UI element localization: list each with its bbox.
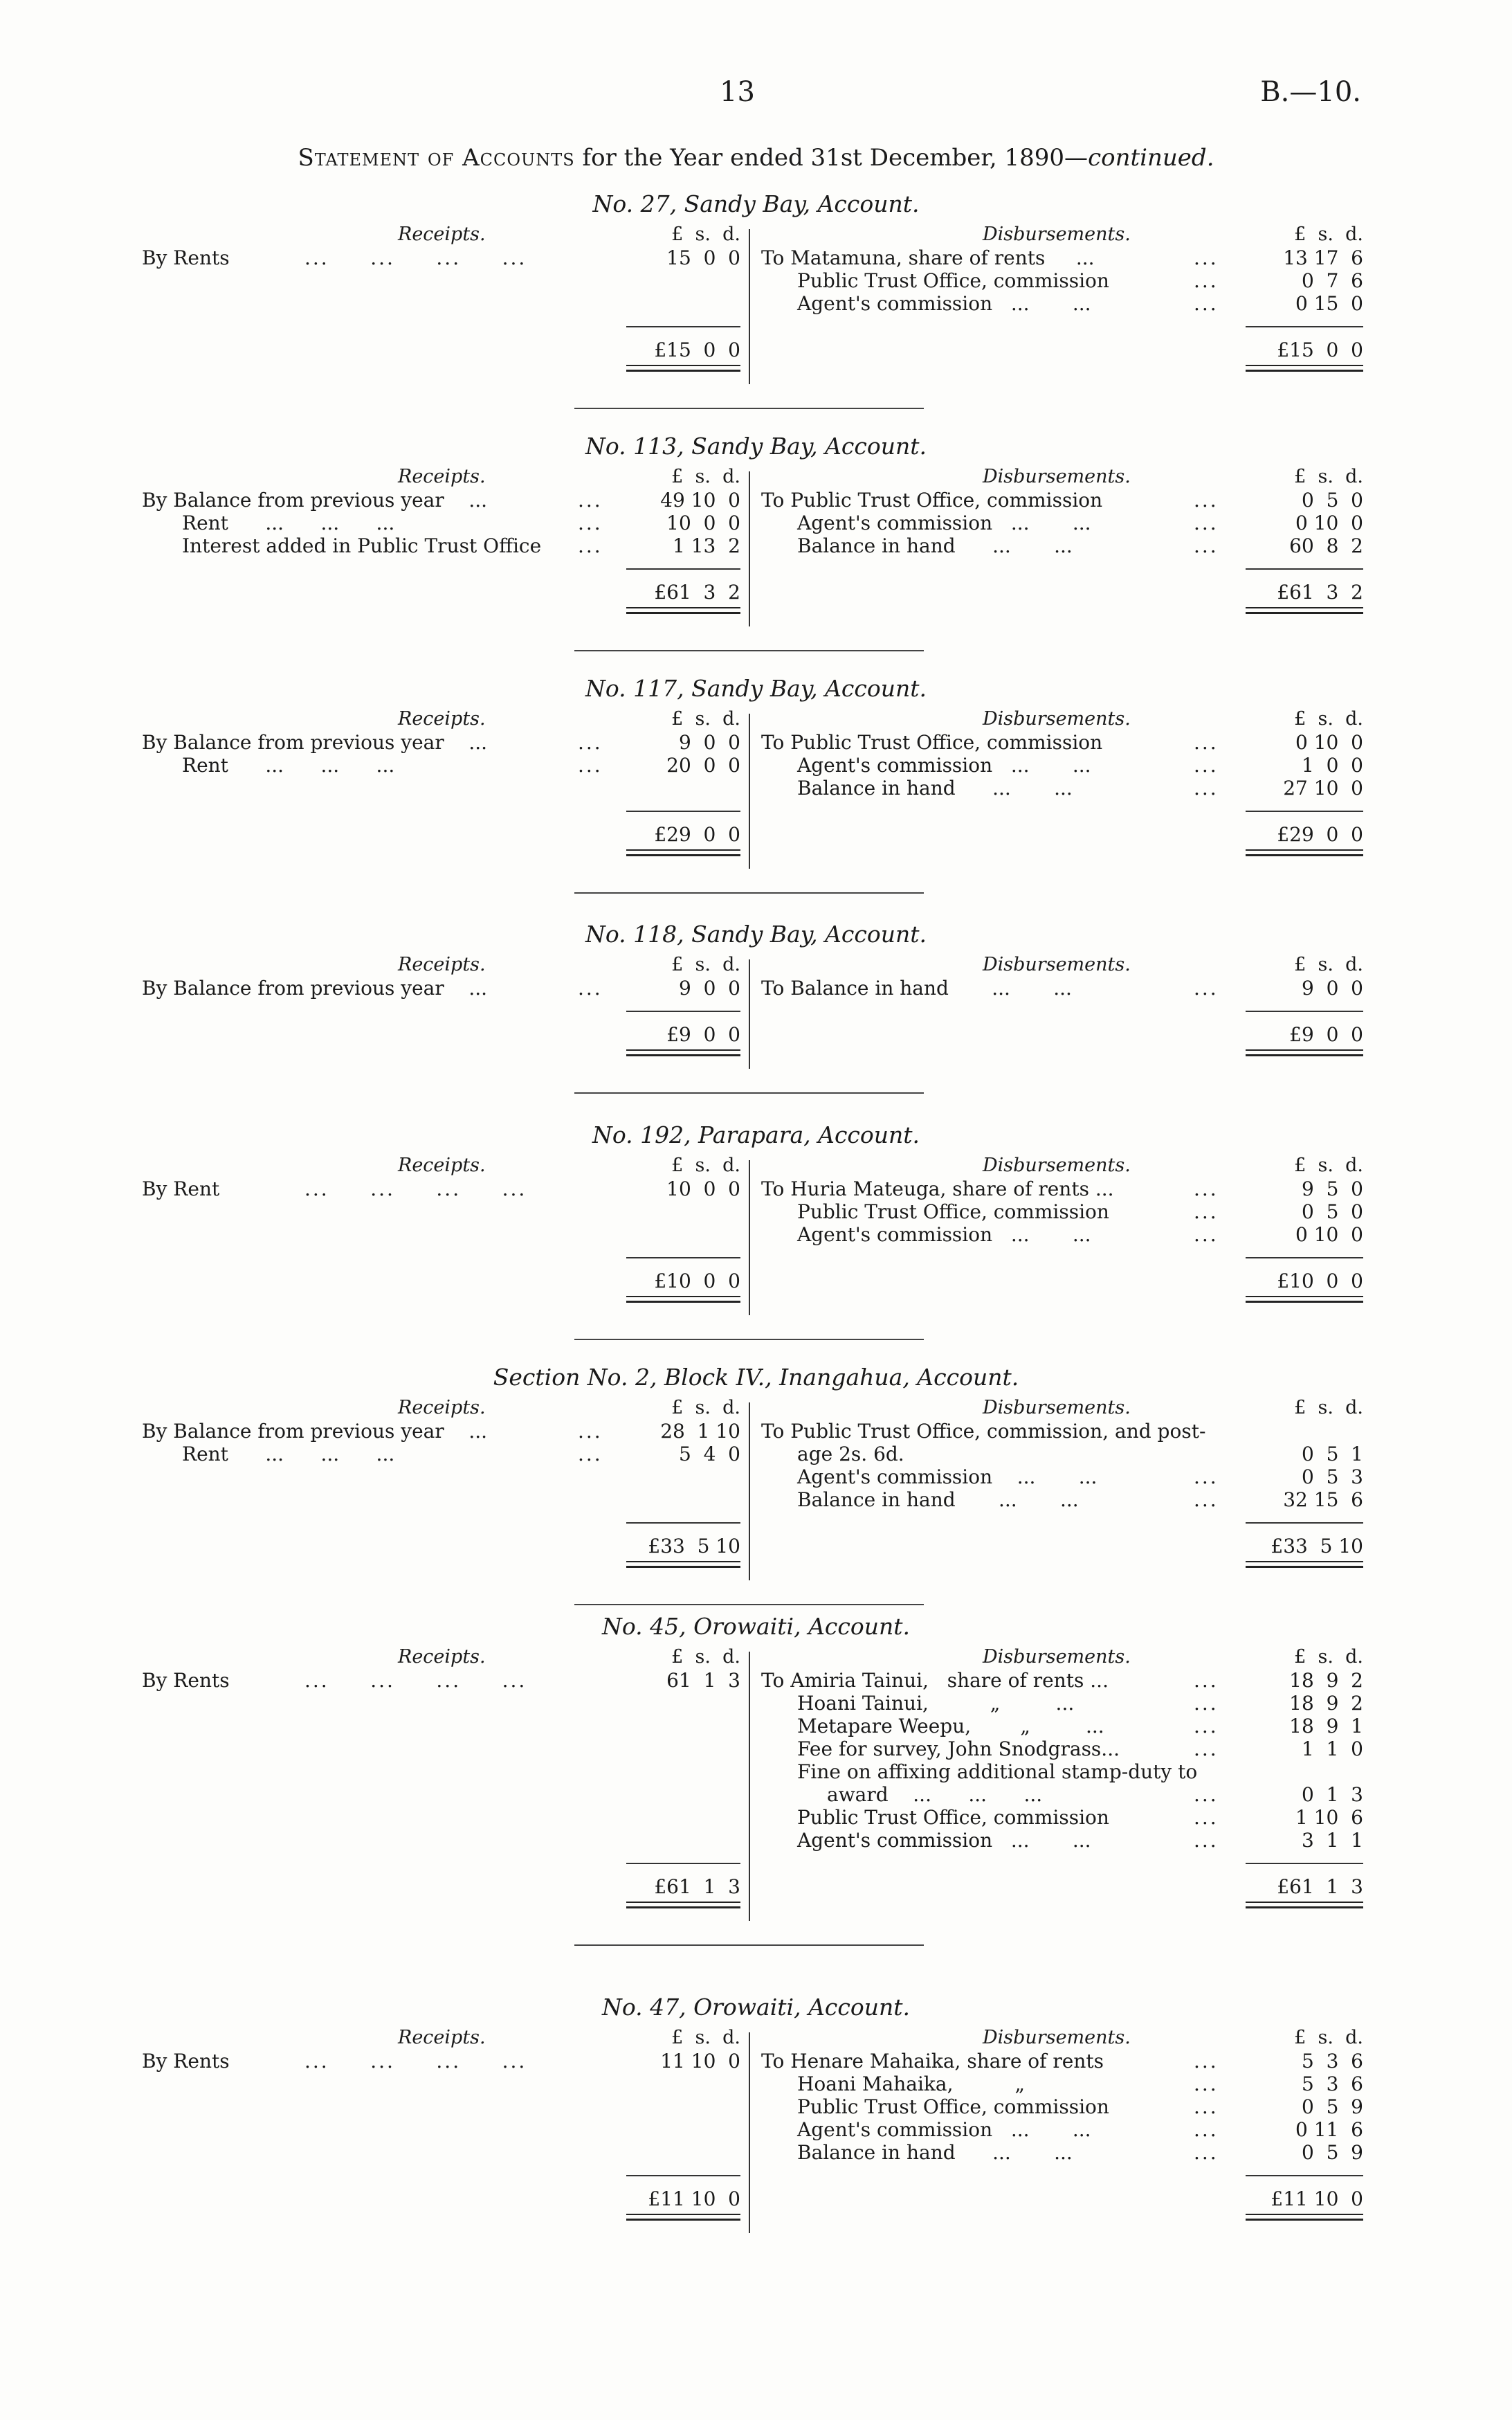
- total-left: £61 1 3: [654, 1875, 740, 1898]
- lsd-heading-right: £ s. d.: [1294, 1155, 1363, 1176]
- receipt-amount: 10 0 0: [666, 1177, 740, 1200]
- lsd-heading-right: £ s. d.: [1294, 1397, 1363, 1418]
- disbursement-dots: ...: [1194, 2118, 1219, 2141]
- total-left: £10 0 0: [654, 1270, 740, 1292]
- disbursement-text: To Henare Mahaika, share of rents: [761, 2050, 1104, 2073]
- total-double-rule-right: [1246, 1296, 1363, 1303]
- disbursement-dots: ...: [1194, 2141, 1219, 2164]
- total-left: £15 0 0: [654, 338, 740, 361]
- account-title: No. 45, Orowaiti, Account.: [601, 1613, 910, 1640]
- disbursement-dots: ...: [1194, 1223, 1219, 1246]
- total-double-rule-left: [626, 849, 740, 856]
- disbursement-dots: ...: [1194, 1806, 1219, 1829]
- disbursement-text: Agent's commission ... ...: [797, 512, 1091, 534]
- document-code: B.—10.: [1260, 76, 1361, 108]
- receipt-dots: ...: [578, 754, 603, 777]
- receipt-amount: 5 4 0: [678, 1443, 740, 1465]
- total-right: £61 3 2: [1277, 581, 1363, 604]
- receipt-text: By Rents: [142, 246, 230, 269]
- disbursements-heading: Disbursements.: [983, 1397, 1131, 1418]
- total-double-rule-right: [1246, 607, 1363, 614]
- disbursement-amount: 9 0 0: [1301, 977, 1363, 1000]
- disbursement-dots: ...: [1194, 1715, 1219, 1737]
- disbursement-dots: ...: [1194, 2073, 1219, 2095]
- total-right: £11 10 0: [1270, 2187, 1363, 2210]
- total-double-rule-right: [1246, 2214, 1363, 2221]
- subtotal-rule-right: [1246, 1257, 1363, 1258]
- lsd-heading-left: £ s. d.: [671, 2027, 740, 2048]
- disbursement-amount: 13 17 6: [1283, 246, 1363, 269]
- total-left: £11 10 0: [648, 2187, 740, 2210]
- total-double-rule-left: [626, 1561, 740, 1568]
- disbursement-dots: ...: [1194, 1669, 1219, 1692]
- disbursement-dots: ...: [1194, 2095, 1219, 2118]
- title-middle: for the Year ended 31st December, 1890—: [574, 144, 1089, 172]
- receipt-dots: ...: [578, 534, 603, 557]
- disbursement-text: Public Trust Office, commission: [797, 1200, 1109, 1223]
- disbursement-amount: 0 1 3: [1301, 1783, 1363, 1806]
- disbursement-text: Agent's commission ... ...: [797, 1223, 1091, 1246]
- disbursement-amount: 0 5 0: [1301, 1200, 1363, 1223]
- receipt-amount: 1 13 2: [673, 534, 740, 557]
- total-right: £9 0 0: [1289, 1023, 1363, 1046]
- lsd-heading-left: £ s. d.: [671, 1397, 740, 1418]
- total-right: £61 1 3: [1277, 1875, 1363, 1898]
- total-double-rule-right: [1246, 1902, 1363, 1908]
- subtotal-rule-right: [1246, 2175, 1363, 2176]
- receipt-dots: ... ... ... ...: [304, 246, 527, 269]
- disbursement-dots: ...: [1194, 1829, 1219, 1852]
- disbursements-heading: Disbursements.: [983, 708, 1131, 730]
- receipt-dots: ...: [578, 977, 603, 1000]
- disbursement-dots: ...: [1194, 534, 1219, 557]
- disbursement-text: Hoani Tainui, „ ...: [797, 1692, 1075, 1715]
- disbursement-amount: 0 5 3: [1301, 1465, 1363, 1488]
- page-number: 13: [720, 76, 755, 108]
- disbursement-text: Balance in hand ... ...: [797, 2141, 1073, 2164]
- account-title: No. 47, Orowaiti, Account.: [601, 1994, 910, 2021]
- total-double-rule-left: [626, 2214, 740, 2221]
- receipt-amount: 49 10 0: [660, 489, 740, 512]
- lsd-heading-right: £ s. d.: [1294, 2027, 1363, 2048]
- receipt-text: By Balance from previous year ...: [142, 731, 488, 754]
- total-double-rule-right: [1246, 1049, 1363, 1056]
- column-divider: [749, 229, 750, 384]
- disbursements-heading: Disbursements.: [983, 1646, 1131, 1668]
- subtotal-rule-left: [626, 326, 740, 327]
- disbursements-heading: Disbursements.: [983, 954, 1131, 975]
- subtotal-rule-right: [1246, 1011, 1363, 1012]
- disbursement-amount: 18 9 2: [1289, 1669, 1363, 1692]
- receipt-text: By Balance from previous year ...: [142, 977, 488, 1000]
- disbursements-heading: Disbursements.: [983, 2027, 1131, 2048]
- total-right: £10 0 0: [1277, 1270, 1363, 1292]
- account-title: No. 192, Parapara, Account.: [592, 1121, 920, 1148]
- receipts-heading: Receipts.: [398, 1397, 486, 1418]
- disbursement-dots: ...: [1194, 754, 1219, 777]
- disbursement-text: Public Trust Office, commission: [797, 269, 1109, 292]
- subtotal-rule-right: [1246, 326, 1363, 327]
- total-double-rule-left: [626, 1049, 740, 1056]
- disbursement-dots: ...: [1194, 1692, 1219, 1715]
- disbursement-amount: 0 10 0: [1295, 512, 1363, 534]
- subtotal-rule-left: [626, 2175, 740, 2176]
- disbursement-text: age 2s. 6d.: [797, 1443, 904, 1465]
- account-title: No. 27, Sandy Bay, Account.: [592, 190, 920, 217]
- disbursement-text: To Matamuna, share of rents ...: [761, 246, 1095, 269]
- account-separator: [574, 1339, 924, 1340]
- receipt-dots: ...: [578, 731, 603, 754]
- receipt-dots: ...: [578, 489, 603, 512]
- receipt-text: Rent ... ... ...: [182, 1443, 395, 1465]
- subtotal-rule-left: [626, 568, 740, 570]
- total-double-rule-left: [626, 607, 740, 614]
- account-title: No. 118, Sandy Bay, Account.: [585, 921, 927, 948]
- receipt-amount: 10 0 0: [666, 512, 740, 534]
- lsd-heading-right: £ s. d.: [1294, 954, 1363, 975]
- disbursement-dots: ...: [1194, 1488, 1219, 1511]
- disbursement-dots: ...: [1194, 1177, 1219, 1200]
- disbursement-dots: ...: [1194, 246, 1219, 269]
- lsd-heading-left: £ s. d.: [671, 954, 740, 975]
- total-double-rule-right: [1246, 365, 1363, 372]
- disbursement-amount: 18 9 2: [1289, 1692, 1363, 1715]
- account-separator: [574, 1604, 924, 1605]
- disbursement-dots: ...: [1194, 777, 1219, 800]
- receipt-text: Rent ... ... ...: [182, 754, 395, 777]
- account-separator: [574, 650, 924, 651]
- column-divider: [749, 959, 750, 1069]
- subtotal-rule-left: [626, 1863, 740, 1864]
- account-title: Section No. 2, Block IV., Inangahua, Account.: [493, 1364, 1019, 1391]
- disbursement-text: Agent's commission ... ...: [797, 2118, 1091, 2141]
- disbursement-text: award ... ... ...: [827, 1783, 1043, 1806]
- subtotal-rule-right: [1246, 568, 1363, 570]
- receipt-text: By Balance from previous year ...: [142, 1420, 488, 1443]
- disbursement-text: To Amiria Tainui, share of rents ...: [761, 1669, 1109, 1692]
- account-separator: [574, 892, 924, 894]
- disbursement-text: Fee for survey, John Snodgrass...: [797, 1737, 1120, 1760]
- disbursement-amount: 1 0 0: [1301, 754, 1363, 777]
- lsd-heading-left: £ s. d.: [671, 224, 740, 245]
- disbursement-text: To Balance in hand ... ...: [761, 977, 1072, 1000]
- account-title: No. 113, Sandy Bay, Account.: [585, 433, 927, 460]
- disbursement-text: Balance in hand ... ...: [797, 777, 1073, 800]
- total-double-rule-left: [626, 1296, 740, 1303]
- receipts-heading: Receipts.: [398, 708, 486, 730]
- disbursement-text: Agent's commission ... ...: [797, 754, 1091, 777]
- receipt-dots: ...: [578, 512, 603, 534]
- disbursement-amount: 0 10 0: [1295, 1223, 1363, 1246]
- disbursement-amount: 0 11 6: [1295, 2118, 1363, 2141]
- disbursement-amount: 0 5 0: [1301, 489, 1363, 512]
- receipt-amount: 20 0 0: [666, 754, 740, 777]
- disbursement-text: Agent's commission ... ...: [797, 1829, 1091, 1852]
- total-right: £15 0 0: [1277, 338, 1363, 361]
- receipt-dots: ... ... ... ...: [304, 1177, 527, 1200]
- disbursement-text: Public Trust Office, commission: [797, 1806, 1109, 1829]
- lsd-heading-left: £ s. d.: [671, 1646, 740, 1668]
- disbursement-text: Public Trust Office, commission: [797, 2095, 1109, 2118]
- receipt-text: Rent ... ... ...: [182, 512, 395, 534]
- disbursement-amount: 5 3 6: [1301, 2050, 1363, 2073]
- receipt-text: By Rent: [142, 1177, 220, 1200]
- lsd-heading-left: £ s. d.: [671, 1155, 740, 1176]
- subtotal-rule-left: [626, 1522, 740, 1524]
- disbursement-text: To Public Trust Office, commission, and post-: [761, 1420, 1206, 1443]
- disbursement-amount: 0 5 9: [1301, 2141, 1363, 2164]
- receipt-text: By Rents: [142, 2050, 230, 2073]
- disbursement-amount: 0 15 0: [1295, 292, 1363, 315]
- disbursement-amount: 1 1 0: [1301, 1737, 1363, 1760]
- disbursements-heading: Disbursements.: [983, 224, 1131, 245]
- receipts-heading: Receipts.: [398, 2027, 486, 2048]
- lsd-heading-left: £ s. d.: [671, 466, 740, 487]
- column-divider: [749, 714, 750, 869]
- subtotal-rule-left: [626, 811, 740, 812]
- subtotal-rule-right: [1246, 811, 1363, 812]
- receipt-text: By Balance from previous year ...: [142, 489, 488, 512]
- disbursement-amount: 27 10 0: [1283, 777, 1363, 800]
- receipts-heading: Receipts.: [398, 954, 486, 975]
- disbursement-amount: 0 7 6: [1301, 269, 1363, 292]
- disbursement-text: Balance in hand ... ...: [797, 1488, 1079, 1511]
- disbursement-text: Fine on affixing additional stamp-duty to: [797, 1760, 1198, 1783]
- disbursement-dots: ...: [1194, 292, 1219, 315]
- disbursement-amount: 0 10 0: [1295, 731, 1363, 754]
- lsd-heading-right: £ s. d.: [1294, 466, 1363, 487]
- disbursement-text: Agent's commission ... ...: [797, 1465, 1097, 1488]
- receipt-dots: ...: [578, 1443, 603, 1465]
- disbursement-dots: ...: [1194, 731, 1219, 754]
- receipt-amount: 9 0 0: [678, 977, 740, 1000]
- disbursement-dots: ...: [1194, 2050, 1219, 2073]
- receipt-dots: ...: [578, 1420, 603, 1443]
- receipt-dots: ... ... ... ...: [304, 1669, 527, 1692]
- total-double-rule-left: [626, 1902, 740, 1908]
- column-divider: [749, 1402, 750, 1580]
- disbursement-dots: ...: [1194, 269, 1219, 292]
- receipts-heading: Receipts.: [398, 224, 486, 245]
- column-divider: [749, 2032, 750, 2233]
- account-separator: [574, 1092, 924, 1094]
- total-double-rule-right: [1246, 849, 1363, 856]
- account-separator: [574, 408, 924, 409]
- disbursement-amount: 0 5 9: [1301, 2095, 1363, 2118]
- disbursement-text: Agent's commission ... ...: [797, 292, 1091, 315]
- disbursement-dots: ...: [1194, 489, 1219, 512]
- total-left: £61 3 2: [654, 581, 740, 604]
- receipts-heading: Receipts.: [398, 1155, 486, 1176]
- subtotal-rule-left: [626, 1011, 740, 1012]
- receipt-amount: 61 1 3: [666, 1669, 740, 1692]
- account-title: No. 117, Sandy Bay, Account.: [585, 675, 927, 702]
- receipts-heading: Receipts.: [398, 466, 486, 487]
- disbursement-text: Balance in hand ... ...: [797, 534, 1073, 557]
- title-suffix: continued.: [1088, 144, 1214, 172]
- disbursement-dots: ...: [1194, 512, 1219, 534]
- receipt-amount: 15 0 0: [666, 246, 740, 269]
- disbursements-heading: Disbursements.: [983, 466, 1131, 487]
- account-separator: [574, 1944, 924, 1946]
- disbursement-amount: 9 5 0: [1301, 1177, 1363, 1200]
- disbursement-text: Metapare Weepu, „ ...: [797, 1715, 1104, 1737]
- disbursement-text: To Huria Mateuga, share of rents ...: [761, 1177, 1114, 1200]
- disbursement-amount: 5 3 6: [1301, 2073, 1363, 2095]
- disbursement-amount: 60 8 2: [1289, 534, 1363, 557]
- subtotal-rule-left: [626, 1257, 740, 1258]
- receipts-heading: Receipts.: [398, 1646, 486, 1668]
- lsd-heading-left: £ s. d.: [671, 708, 740, 730]
- disbursement-amount: 3 1 1: [1301, 1829, 1363, 1852]
- disbursement-dots: ...: [1194, 1200, 1219, 1223]
- total-double-rule-right: [1246, 1561, 1363, 1568]
- receipt-amount: 9 0 0: [678, 731, 740, 754]
- disbursement-amount: 18 9 1: [1289, 1715, 1363, 1737]
- column-divider: [749, 1652, 750, 1921]
- total-double-rule-left: [626, 365, 740, 372]
- total-left: £9 0 0: [666, 1023, 740, 1046]
- lsd-heading-right: £ s. d.: [1294, 708, 1363, 730]
- receipt-amount: 28 1 10: [660, 1420, 740, 1443]
- disbursement-dots: ...: [1194, 977, 1219, 1000]
- total-right: £29 0 0: [1277, 823, 1363, 846]
- column-divider: [749, 1160, 750, 1315]
- total-left: £29 0 0: [654, 823, 740, 846]
- disbursement-amount: 0 5 1: [1301, 1443, 1363, 1465]
- disbursement-text: Hoani Mahaika, „: [797, 2073, 1025, 2095]
- receipt-dots: ... ... ... ...: [304, 2050, 527, 2073]
- page-title: [0, 144, 1512, 172]
- receipt-text: Interest added in Public Trust Office: [182, 534, 542, 557]
- lsd-heading-right: £ s. d.: [1294, 1646, 1363, 1668]
- column-divider: [749, 471, 750, 626]
- disbursement-amount: 1 10 6: [1295, 1806, 1363, 1829]
- disbursement-text: To Public Trust Office, commission: [761, 489, 1103, 512]
- disbursements-heading: Disbursements.: [983, 1155, 1131, 1176]
- subtotal-rule-right: [1246, 1863, 1363, 1864]
- disbursement-dots: ...: [1194, 1783, 1219, 1806]
- receipt-text: By Rents: [142, 1669, 230, 1692]
- total-left: £33 5 10: [648, 1535, 740, 1557]
- receipt-amount: 11 10 0: [660, 2050, 740, 2073]
- total-right: £33 5 10: [1270, 1535, 1363, 1557]
- subtotal-rule-right: [1246, 1522, 1363, 1524]
- disbursement-amount: 32 15 6: [1283, 1488, 1363, 1511]
- title-prefix: Statement of Accounts: [298, 144, 575, 172]
- disbursement-text: To Public Trust Office, commission: [761, 731, 1103, 754]
- disbursement-dots: ...: [1194, 1737, 1219, 1760]
- lsd-heading-right: £ s. d.: [1294, 224, 1363, 245]
- disbursement-dots: ...: [1194, 1465, 1219, 1488]
